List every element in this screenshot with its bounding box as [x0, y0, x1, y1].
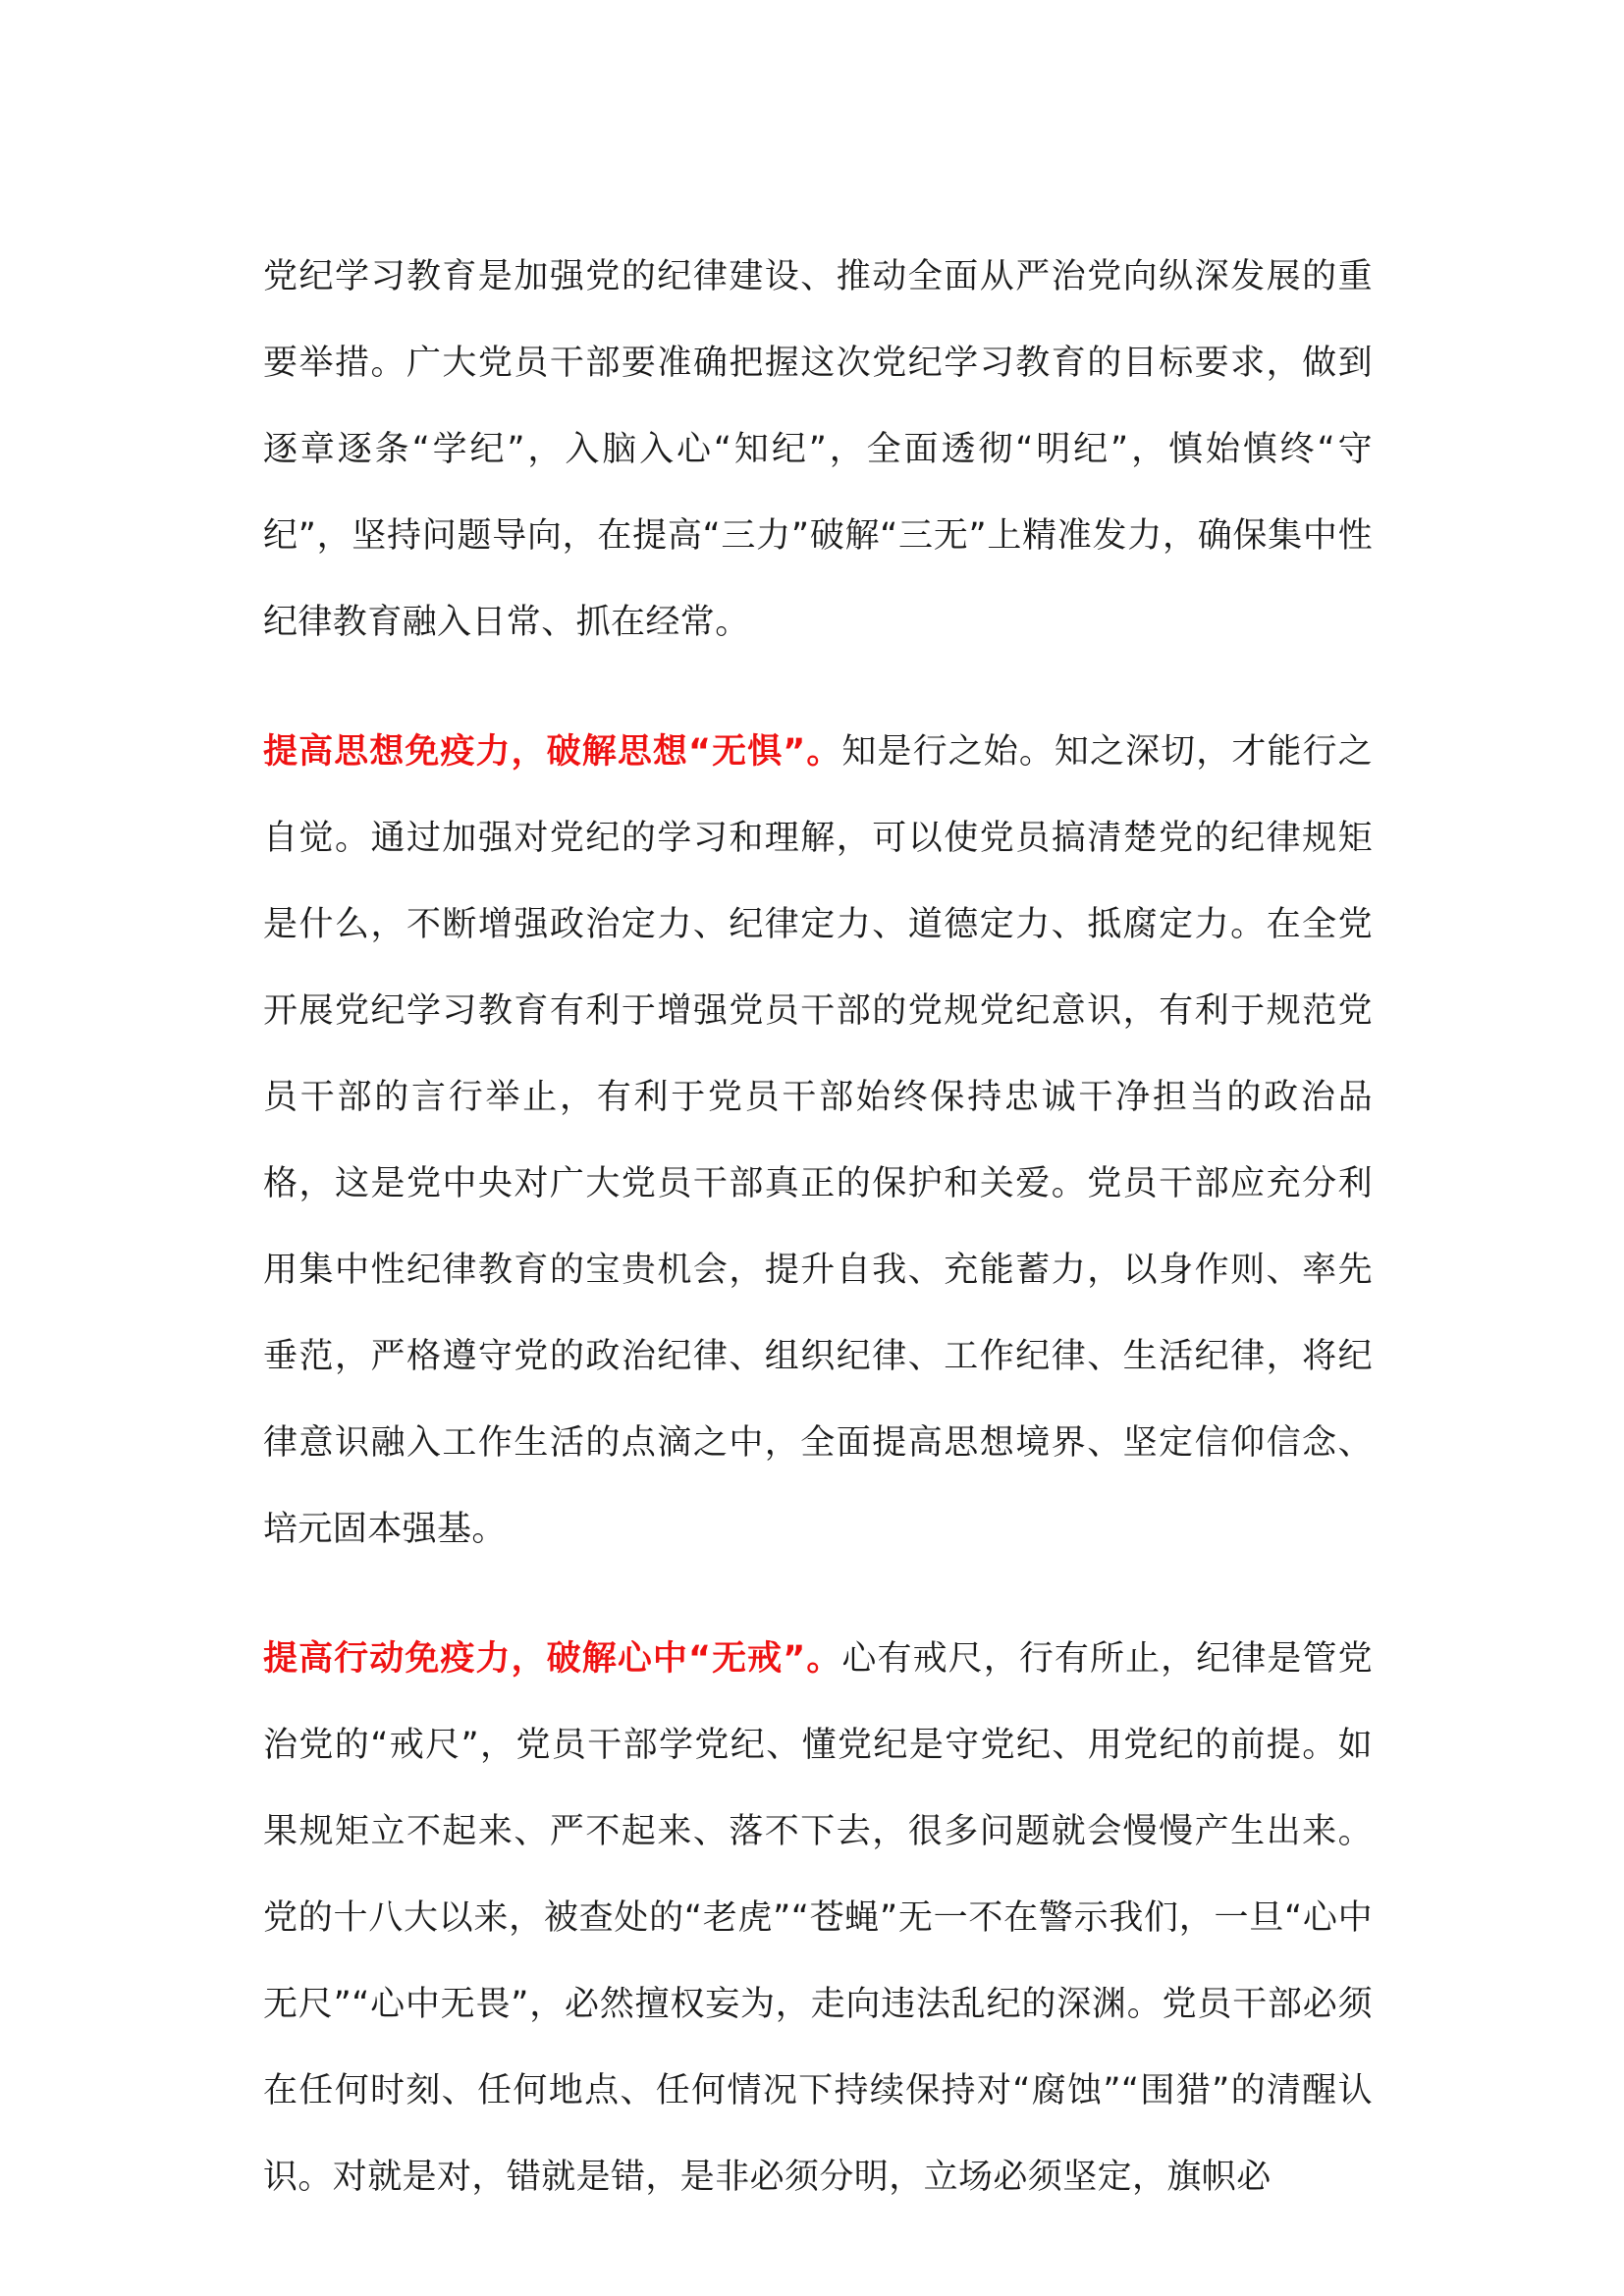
paragraph-text: 知是行之始。知之深切，才能行之自觉。通过加强对党纪的学习和理解，可以使党员搞清楚党的纪律规矩是什么，不断增强政治定力、纪律定力、道德定力、抵腐定力。在全党开展党纪学习教育有利于增强党员干部的党规党纪意识，有利于规范党员干部的言行举止，有利于党员干部始终保持忠诚干净担当的政治品格，这是党中央对广大党员干部真正的保护和关爱。党员干部应充分利用集中性纪律教育的宝贵机会，提升自我、充能蓄力，以身作则、率先垂范，严格遵守党的政治纪律、组织纪律、工作纪律、生活纪律，将纪律意识融入工作生活的点滴之中，全面提高思想境界、坚定信仰信念、培元固本强基。 [263, 732, 1373, 1549]
intro-paragraph [263, 234, 1373, 666]
paragraph-text: 党纪学习教育是加强党的纪律建设、推动全面从严治党向纵深发展的重要举措。广大党员干部要准确把握这次党纪学习教育的目标要求，做到逐章逐条“学纪”，入脑入心“知纪”，全面透彻“明纪”，慎始慎终“守纪”，坚持问题导向，在提高“三力”破解“三无”上精准发力，确保集中性纪律教育融入日常、抓在经常。 [263, 257, 1373, 642]
paragraph-heading: 提高思想免疫力，破解思想“无惧”。 [263, 732, 842, 772]
paragraph-heading: 提高行动免疫力，破解心中“无戒”。 [263, 1639, 842, 1679]
document-body [263, 234, 1373, 2264]
action-immunity-paragraph [263, 1616, 1373, 2220]
thought-immunity-paragraph [263, 709, 1373, 1573]
paragraph-text: 心有戒尺，行有所止，纪律是管党治党的“戒尺”，党员干部学党纪、懂党纪是守党纪、用党纪的前提。如果规矩立不起来、严不起来、落不下去，很多问题就会慢慢产生出来。党的十八大以来，被查处的“老虎”“苍蝇”无一不在警示我们，一旦“心中无尺”“心中无畏”，必然擅权妄为，走向违法乱纪的深渊。党员干部必须在任何时刻、任何地点、任何情况下持续保持对“腐蚀”“围猎”的清醒认识。对就是对，错就是错，是非必须分明，立场必须坚定，旗帜必 [263, 1639, 1373, 2197]
